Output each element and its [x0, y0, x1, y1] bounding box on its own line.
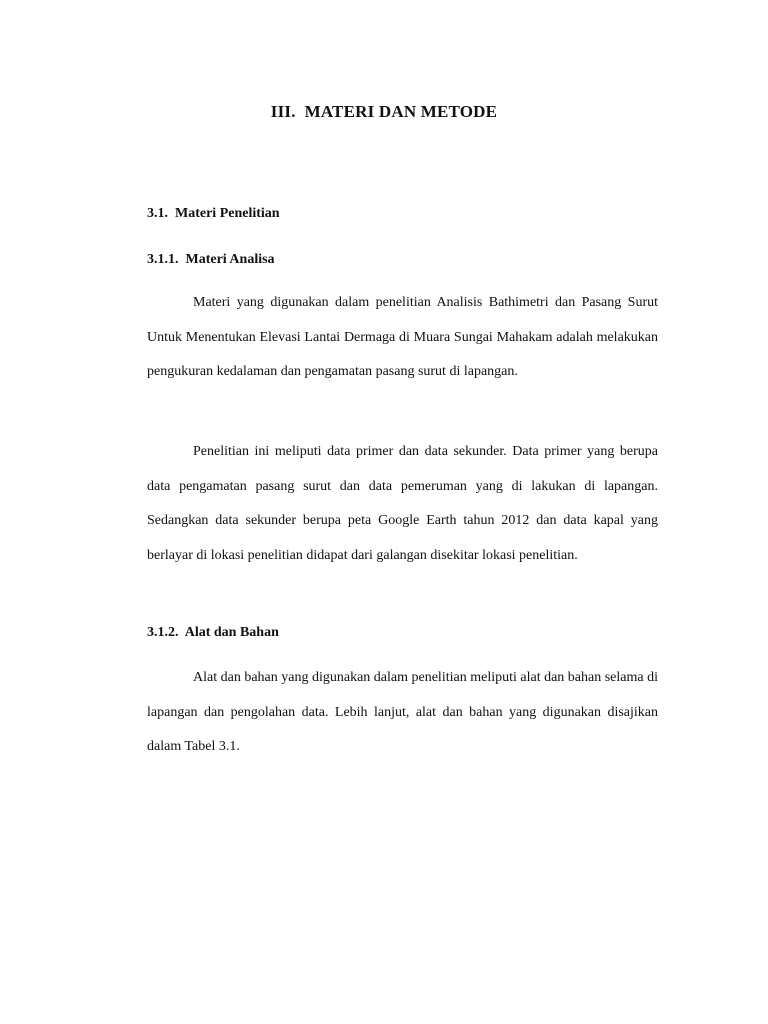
paragraph-alat-dan-bahan: Alat dan bahan yang digunakan dalam penelitian meliputi alat dan bahan selama di lapangan dan pengolahan data. Lebih lanjut, alat dan bahan yang digunakan disajikan dalam Tabel 3.1.: [147, 670, 658, 754]
paragraph-materi-analisa-2: Penelitian ini meliputi data primer dan data sekunder. Data primer yang berupa data pengamatan pasang surut dan data pemeruman yang di lakukan di lapangan. Sedangkan data sekunder berupa peta Google Earth tahun 2012 dan data kapal yang berlayar di lokasi penelitian didapat dari galangan disekitar lokasi penelitian.: [147, 444, 658, 563]
section-heading-3-1-1: 3.1.1. Materi Analisa: [147, 252, 275, 267]
paragraph-materi-analisa-1: Materi yang digunakan dalam penelitian Analisis Bathimetri dan Pasang Surut Untuk Menentukan Elevasi Lantai Dermaga di Muara Sungai Mahakam adalah melakukan pengukuran kedalaman dan pengamatan pasang surut di lapangan.: [147, 295, 658, 379]
chapter-title: III. MATERI DAN METODE: [270, 102, 498, 121]
section-heading-3-1-2: 3.1.2. Alat dan Bahan: [147, 625, 279, 640]
section-heading-3-1: 3.1. Materi Penelitian: [147, 206, 280, 221]
